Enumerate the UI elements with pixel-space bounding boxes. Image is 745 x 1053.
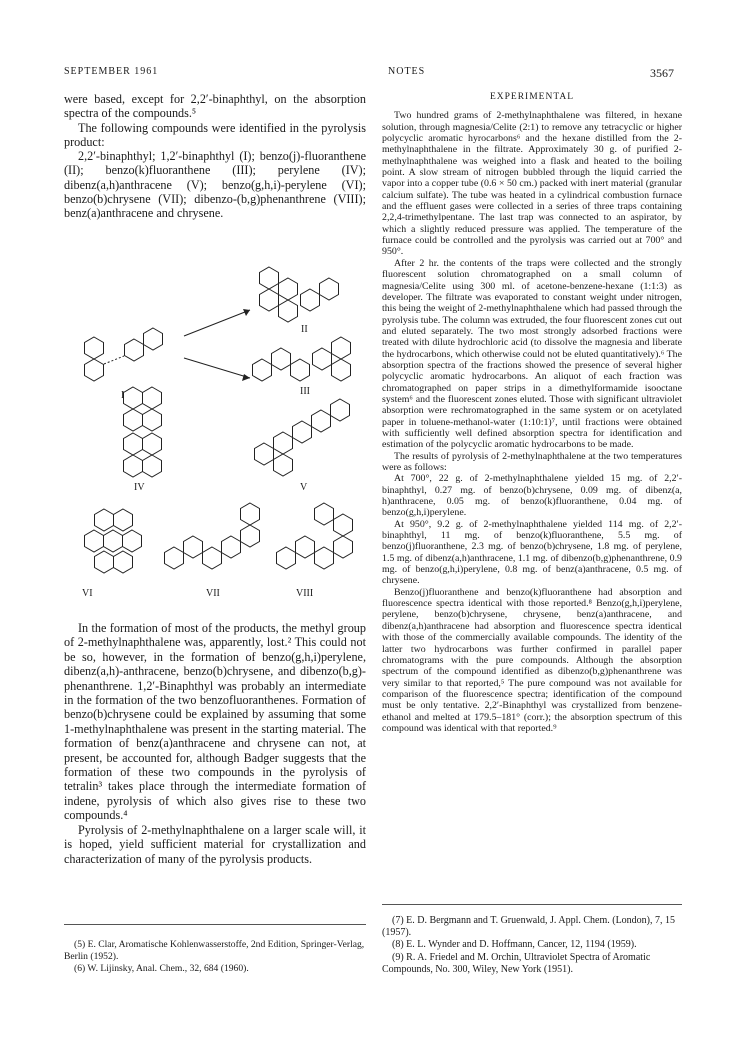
structure-I [85,328,163,381]
footnote: (7) E. D. Bergmann and T. Gruenwald, J. Appl. Chem. (London), 7, 15 (1957). [382,915,676,939]
paragraph: At 950°, 9.2 g. of 2-methylnaphthalene yielded 114 mg. of 2,2′-binaphthyl, 11 mg. of benzo(k)fluoranthene, 5.5 mg. of benzo(j)fluoranthene, 2.3 mg. of benzo(b)chrysene, 1.8 mg. of perylene, 1.5 mg. of dibenz(a,h)anthracene, 1.1 mg. of dibenzo(b,g)phenanthrene, 0.9 mg. of benzo(g,h,i)perylene, 0.8 mg. of benz(a)anthracene, 0.5 mg. of chrysene. [382,518,682,587]
structure-VII [165,503,260,569]
structure-VIII [277,503,353,569]
right-column-experimental [382,92,682,734]
structure-V [255,399,350,476]
paragraph: Pyrolysis of 2-methylnaphthalene on a larger scale will, it is hoped, yield sufficient material for crystallization and characterization of many of the pyrolysis products. [64,822,366,866]
arrows [184,309,250,381]
label-I: I [121,390,125,401]
paragraph: After 2 hr. the contents of the traps were collected and the strongly fluorescent solution chromatographed on a small column of magnesia/Celite using 300 ml. of acetone-benzene-hexane (1:1:3) as developer. The filtrate was evaporated to constant weight under nitrogen, this being the weight of 2-methylnaphthalene which had passed through the pyrolysis tube. The column was extruded, the four fluorescent zones cut out and eluted separately. The two most strongly adsorbed fractions were treated with dilute hydrochloric acid (to dissolve the magnesia and liberate the hydrocarbons, which otherwise could not be eluted quantitatively).⁶ The absorption spectra of the fractions showed the presence of several higher polycyclic aromatic hydrocarbons. An aliquot of each fraction was chromatographed on paper strips in a dimethylformamide isooctane system⁶ and the fluorescent zones eluted. Those with significant ultraviolet absorption were rechromatographed in the same system or on acetylated paper in toluene-methanol-water (1:10:1)⁷, until fractions were obtained with sufficiently well defined absorption spectra for identification and estimation of the polycyclic aromatic hydrocarbons to be made. [382,257,682,451]
left-column-intro [64,92,366,221]
left-column-discussion [64,621,366,866]
structures-figure [64,258,366,608]
running-header-section: NOTES [388,66,426,77]
footnote: (5) E. Clar, Aromatische Kohlenwasserstoffe, 2nd Edition, Springer-Verlag, Berlin (1952). [64,939,365,963]
label-IV: IV [134,482,145,493]
label-V: V [300,482,308,493]
footnote: (6) W. Lijinsky, Anal. Chem., 32, 684 (1960). [74,963,249,975]
structure-VI [85,509,142,573]
structure-III [253,337,351,381]
paragraph: Two hundred grams of 2-methylnaphthalene was filtered, in hexane solution, through magnesia/Celite (2:1) to remove any tetracyclic or higher polycyclic aromatic hyrocarbons⁶ and the hexane distilled from the 2-methylnaphthalene in the filtrate. Approximately 30 g. of purified 2-methylnaphthalene was weighed into a flask and heated to the boiling point. A slow stream of nitrogen bubbled through the liquid carried the vapor into a copper tube (0.6 × 50 cm.) packed with inert material (granular calcium sulfate). The tube was heated in a cylindrical combustion furnace and the effluent gases were collected in a series of three traps containing 2,2,4-trimethylpentane. The last trap was connected to an aspirator, by which a slightly reduced pressure was applied. The temperature of the furnace could be controlled and the pyrolysis was carried out at 700° and 950°. [382,110,682,258]
structure-IV [124,387,162,477]
compound-list: 2,2′-binaphthyl; 1,2′-binaphthyl (I); benzo(j)-fluoranthene (II); benzo(k)fluoranthene (III); perylene (IV); dibenz(a,h)anthracene (V); benzo(g,h,i)-perylene (VI); benzo(b)chrysene (VII); dibenzo-(b,g)phenanthrene (VIII); benz(a)anthracene and chrysene. [64,149,366,221]
right-footnotes [382,904,682,976]
section-heading: EXPERIMENTAL [489,92,575,102]
paragraph: The results of pyrolysis of 2-methylnaphthalene at the two temperatures were as follows: [382,450,682,473]
label-VII: VII [206,588,220,599]
paragraph: The following compounds were identified in the pyrolysis product: [64,120,366,149]
paragraph: In the formation of most of the products, the methyl group of 2-methylnaphthalene was, apparently, lost.² This could not be so, however, in the formation of benzo(g,h,i)perylene, dibenz(a,h)-anthracene, benzo(b)chrysene, and dibenzo(b,g)-phenanthrene. 1,2′-Binaphthyl was probably an intermediate in the formation of the two benzofluoranthenes. Formation of benzo(b)chrysene could be explained by assuming that some 1-methylnaphthalene was present in the starting material. The formation of benz(a)anthracene and chrysene can not, at present, be accounted for, although Badger suggests that the formation of these two compounds in the pyrolysis of tetralin³ takes place through the intermediate formation of indene, pyrolysis of which also gives rise to these two compounds.⁴ [64,621,366,823]
structure-II [260,267,339,322]
label-VI: VI [82,588,93,599]
paragraph: At 700°, 22 g. of 2-methylnaphthalene yielded 15 mg. of 2,2′-binaphthyl, 0.27 mg. of benzo(b)chrysene, 0.09 mg. of dibenz(a, h)anthracene, 0.05 mg. of benzo(k)fluoranthene, 0.04 mg. of benzo(g,h,i)perylene. [382,473,682,519]
label-III: III [300,386,310,397]
paragraph: Benzo(j)fluoranthene and benzo(k)fluoranthene had absorption and fluorescence spectra identical with those reported.⁸ Benzo(g,h,i)perylene, perylene, benzo(b)chrysene, chrysene, benz(a)anthracene, and dibenz(a,h)anthracene had absorption and fluorescence spectra identical with those of the commercially available compounds. The identity of the latter two hydrocarbons was further confirmed in parallel paper chromatograms with the pure compounds. Although the absorption spectrum of the compound identified as dibenzo(b,g)phenanthrene was very similar to that reported,⁵ The pure compound was not available for comparison of the fluorescence spectra; identification of the compound must be only tentative. 2,2′-Binaphthyl was crystallized from benzene-ethanol and melted at 179.5–181° (corr.); the absorption spectrum of this compound was identical with that reported.⁹ [382,586,682,734]
label-VIII: VIII [296,588,314,599]
page-number: 3567 [650,66,674,80]
paragraph: were based, except for 2,2′-binaphthyl, on the absorption spectra of the compounds.⁵ [64,92,366,121]
structures-drawing [64,258,366,608]
footnote: (9) R. A. Friedel and M. Orchin, Ultraviolet Spectra of Aromatic Compounds, No. 300, Wiley, New York (1951). [382,951,651,975]
label-II: II [301,324,308,335]
left-footnotes [64,924,366,976]
footnote: (8) E. L. Wynder and D. Hoffmann, Cancer, 12, 1194 (1959). [392,939,637,951]
running-header-date: SEPTEMBER 1961 [64,66,159,77]
